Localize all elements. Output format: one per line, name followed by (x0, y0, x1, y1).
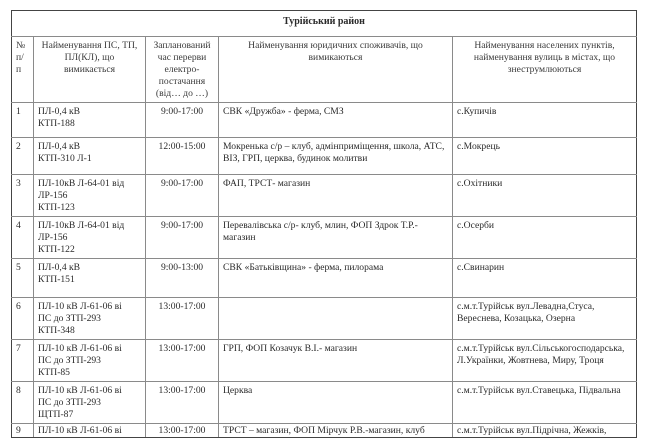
row-outage-time: 9:00-17:00 (146, 175, 219, 217)
row-consumers: Мокренька с/р – клуб, адмінприміщення, школа, АТС, ВІЗ, ГРП, церква, будинок молитви (219, 138, 453, 175)
row-settlements: с.м.т.Турійськ вул.Сільськогосподарська, Л.Українки, Жовтнева, Миру, Троця (453, 340, 637, 382)
row-consumers: СВК «Дружба» - ферма, СМЗ (219, 103, 453, 138)
line-name-part: ПС до ЗТП-293 (38, 355, 101, 366)
line-name-part: КТП-188 (38, 118, 75, 129)
line-name-part: ПЛ-0,4 кВ (38, 141, 81, 152)
table-row (12, 259, 637, 298)
table-row (12, 175, 637, 217)
row-consumers: Церква (219, 382, 453, 424)
outage-schedule-table (11, 10, 637, 438)
row-number: 3 (12, 175, 34, 217)
row-outage-time: 13:00-17:00 (146, 424, 219, 438)
outage-schedule-document (11, 10, 636, 438)
header-number: № п/ п (12, 37, 34, 103)
row-number: 9 (12, 424, 34, 438)
line-name-part: ПЛ-10кВ Л-64-01 від (38, 220, 125, 231)
row-settlements: с.Осерби (453, 217, 637, 259)
row-outage-time: 9:00-17:00 (146, 103, 219, 138)
row-outage-time: 13:00-17:00 (146, 382, 219, 424)
row-settlements: с.Купичів (453, 103, 637, 138)
line-name-part: КТП-310 Л-1 (38, 153, 92, 164)
line-name-part: ПЛ-10 кВ Л-61-06 ві (38, 425, 122, 436)
row-number: 8 (12, 382, 34, 424)
row-line-name (34, 217, 146, 259)
row-line-name (34, 298, 146, 340)
row-settlements: с.Охітники (453, 175, 637, 217)
row-number: 6 (12, 298, 34, 340)
line-name-part: ЩТП-87 (38, 409, 74, 420)
row-consumers: ТРСТ – магазин, ФОП Мірчук Р.В.-магазин, клуб (219, 424, 453, 438)
table-row (12, 103, 637, 138)
line-name-part: КТП-122 (38, 244, 75, 255)
line-name-part: КТП-85 (38, 367, 70, 378)
row-number: 1 (12, 103, 34, 138)
line-name-part: КТП-123 (38, 202, 75, 213)
row-outage-time: 9:00-13:00 (146, 259, 219, 298)
table-row (12, 340, 637, 382)
row-outage-time: 13:00-17:00 (146, 340, 219, 382)
row-number: 5 (12, 259, 34, 298)
row-settlements: с.Мокрець (453, 138, 637, 175)
line-name-part: ПЛ-0,4 кВ (38, 106, 81, 117)
table-row (12, 424, 637, 438)
row-settlements: с.м.т.Турійськ вул.Підрічна, Жежків, (453, 424, 637, 438)
header-outage-time: Запланований час перерви електро-постачання (від… до …) (146, 37, 219, 103)
line-name-part: ПЛ-10кВ Л-64-01 від (38, 178, 125, 189)
row-outage-time: 12:00-15:00 (146, 138, 219, 175)
row-line-name (34, 259, 146, 298)
line-name-part: ПЛ-10 кВ Л-61-06 ві (38, 343, 122, 354)
line-name-part: КТП-348 (38, 325, 75, 336)
table-row (12, 298, 637, 340)
row-number: 2 (12, 138, 34, 175)
line-name-part: ПЛ-0,4 кВ (38, 262, 81, 273)
line-name-part: ПС до ЗТП-293 (38, 397, 101, 408)
row-outage-time: 13:00-17:00 (146, 298, 219, 340)
header-settlements: Найменування населених пунктів, найменування вулиць в містах, що знеструмлюються (453, 37, 637, 103)
table-row (12, 138, 637, 175)
line-name-part: ЛР-156 (38, 232, 68, 243)
row-line-name (34, 138, 146, 175)
line-name-part: КТП-151 (38, 274, 75, 285)
row-line-name (34, 424, 146, 438)
table-row (12, 217, 637, 259)
row-consumers (219, 298, 453, 340)
row-consumers: СВК «Батьківщина» - ферма, пилорама (219, 259, 453, 298)
row-settlements: с.Свинарин (453, 259, 637, 298)
row-consumers: ФАП, ТРСТ- магазин (219, 175, 453, 217)
district-title: Турійський район (12, 11, 637, 37)
line-name-part: ПЛ-10 кВ Л-61-06 ві (38, 385, 122, 396)
row-settlements: с.м.т.Турійськ вул.Ставецька, Підвальна (453, 382, 637, 424)
header-consumers: Найменування юридичних споживачів, що вимикаються (219, 37, 453, 103)
row-consumers: ГРП, ФОП Козачук В.І.- магазин (219, 340, 453, 382)
row-number: 7 (12, 340, 34, 382)
row-line-name (34, 340, 146, 382)
table-row (12, 382, 637, 424)
table-header-row (12, 37, 637, 103)
line-name-part: ПС до ЗТП-293 (38, 313, 101, 324)
row-consumers: Перевалівська с/р- клуб, млин, ФОП Здрок Т.Р.- магазин (219, 217, 453, 259)
line-name-part: ПЛ-10 кВ Л-61-06 ві (38, 301, 122, 312)
row-outage-time: 9:00-17:00 (146, 217, 219, 259)
header-line-name: Найменування ПС, ТП, ПЛ(КЛ), що вимикається (34, 37, 146, 103)
row-line-name (34, 175, 146, 217)
row-settlements: с.м.т.Турійськ вул.Левадна,Стуса, Вереснева, Козацька, Озерна (453, 298, 637, 340)
line-name-part: ЛР-156 (38, 190, 68, 201)
row-number: 4 (12, 217, 34, 259)
row-line-name (34, 103, 146, 138)
row-line-name (34, 382, 146, 424)
